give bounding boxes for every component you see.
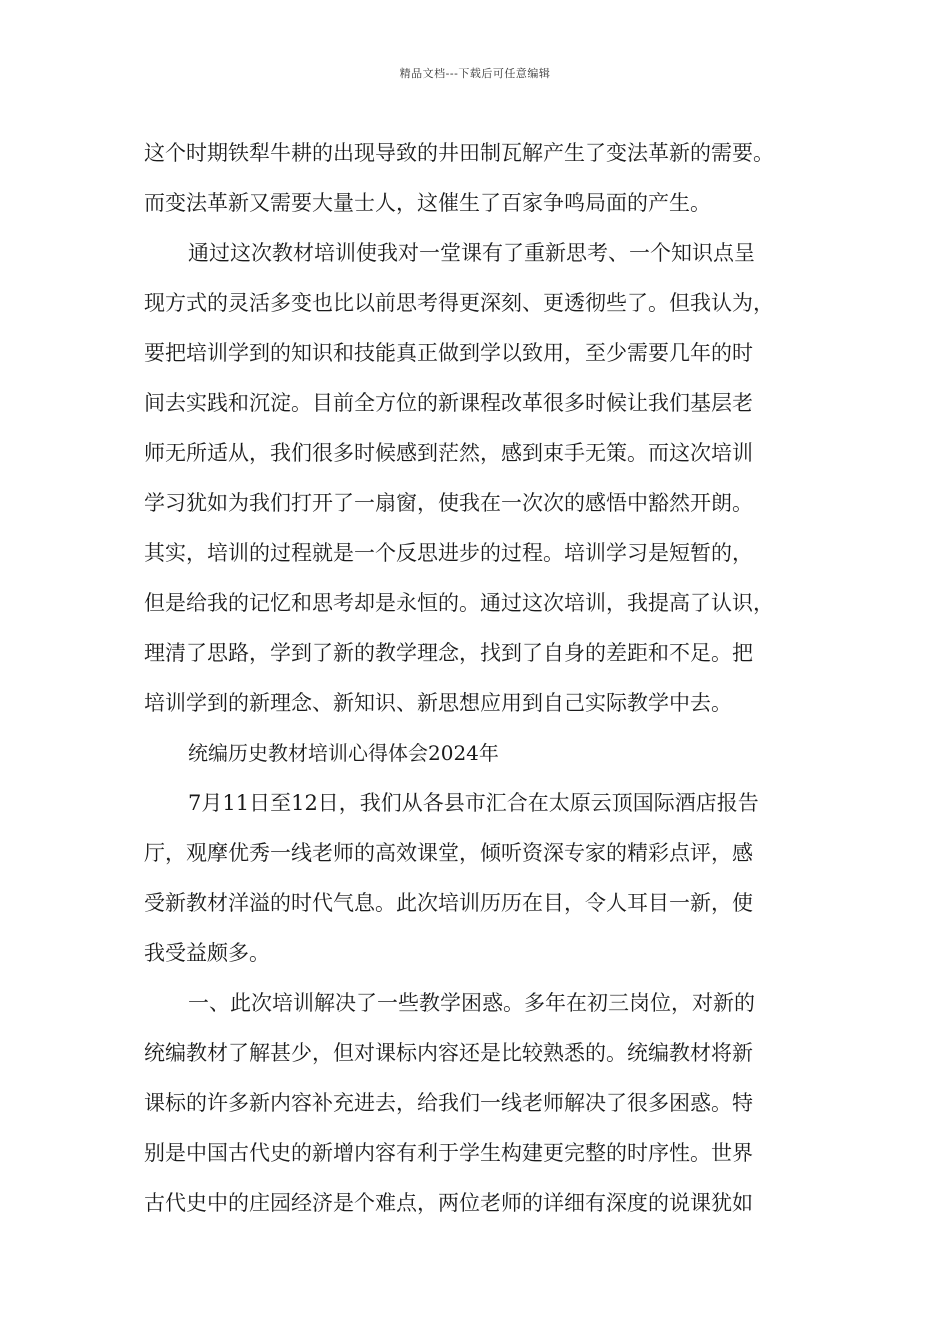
text-line: 学习犹如为我们打开了一扇窗，使我在一次次的感悟中豁然开朗。 xyxy=(144,491,753,515)
text-line: 但是给我的记忆和思考却是永恒的。通过这次培训，我提高了认识， xyxy=(144,591,774,615)
paragraph-start-line: 7月11日至12日，我们从各县市汇合在太原云顶国际酒店报告 xyxy=(188,791,759,815)
text-line: 这个时期铁犁牛耕的出现导致的井田制瓦解产生了变法革新的需要。 xyxy=(144,141,774,165)
text-line: 受新教材洋溢的时代气息。此次培训历历在目，令人耳目一新，使 xyxy=(144,891,753,915)
text-line: 厅，观摩优秀一线老师的高效课堂，倾听资深专家的精彩点评，感 xyxy=(144,841,753,865)
text-line: 培训学到的新理念、新知识、新思想应用到自己实际教学中去。 xyxy=(144,691,732,715)
document-body xyxy=(144,128,808,1228)
section-title: 统编历史教材培训心得体会2024年 xyxy=(188,741,499,765)
text-line: 师无所适从，我们很多时候感到茫然，感到束手无策。而这次培训 xyxy=(144,441,753,465)
paragraph-start-line: 通过这次教材培训使我对一堂课有了重新思考、一个知识点呈 xyxy=(188,241,755,265)
paragraph-start-line: 一、此次培训解决了一些教学困惑。多年在初三岗位，对新的 xyxy=(188,991,755,1015)
text-line: 我受益颇多。 xyxy=(144,941,270,965)
text-line: 统编教材了解甚少，但对课标内容还是比较熟悉的。统编教材将新 xyxy=(144,1041,753,1065)
text-line: 间去实践和沉淀。目前全方位的新课程改革很多时候让我们基层老 xyxy=(144,391,753,415)
text-line: 现方式的灵活多变也比以前思考得更深刻、更透彻些了。但我认为， xyxy=(144,291,774,315)
text-line: 别是中国古代史的新增内容有利于学生构建更完整的时序性。世界 xyxy=(144,1141,753,1165)
text-line: 课标的许多新内容补充进去，给我们一线老师解决了很多困惑。特 xyxy=(144,1091,753,1115)
page-header: 精品文档---下载后可任意编辑 xyxy=(399,67,551,80)
text-line: 要把培训学到的知识和技能真正做到学以致用，至少需要几年的时 xyxy=(144,341,753,365)
text-line: 古代史中的庄园经济是个难点，两位老师的详细有深度的说课犹如 xyxy=(144,1191,753,1215)
text-line: 而变法革新又需要大量士人，这催生了百家争鸣局面的产生。 xyxy=(144,191,711,215)
text-line: 其实，培训的过程就是一个反思进步的过程。培训学习是短暂的， xyxy=(144,541,753,565)
text-line: 理清了思路，学到了新的教学理念，找到了自身的差距和不足。把 xyxy=(144,641,753,665)
